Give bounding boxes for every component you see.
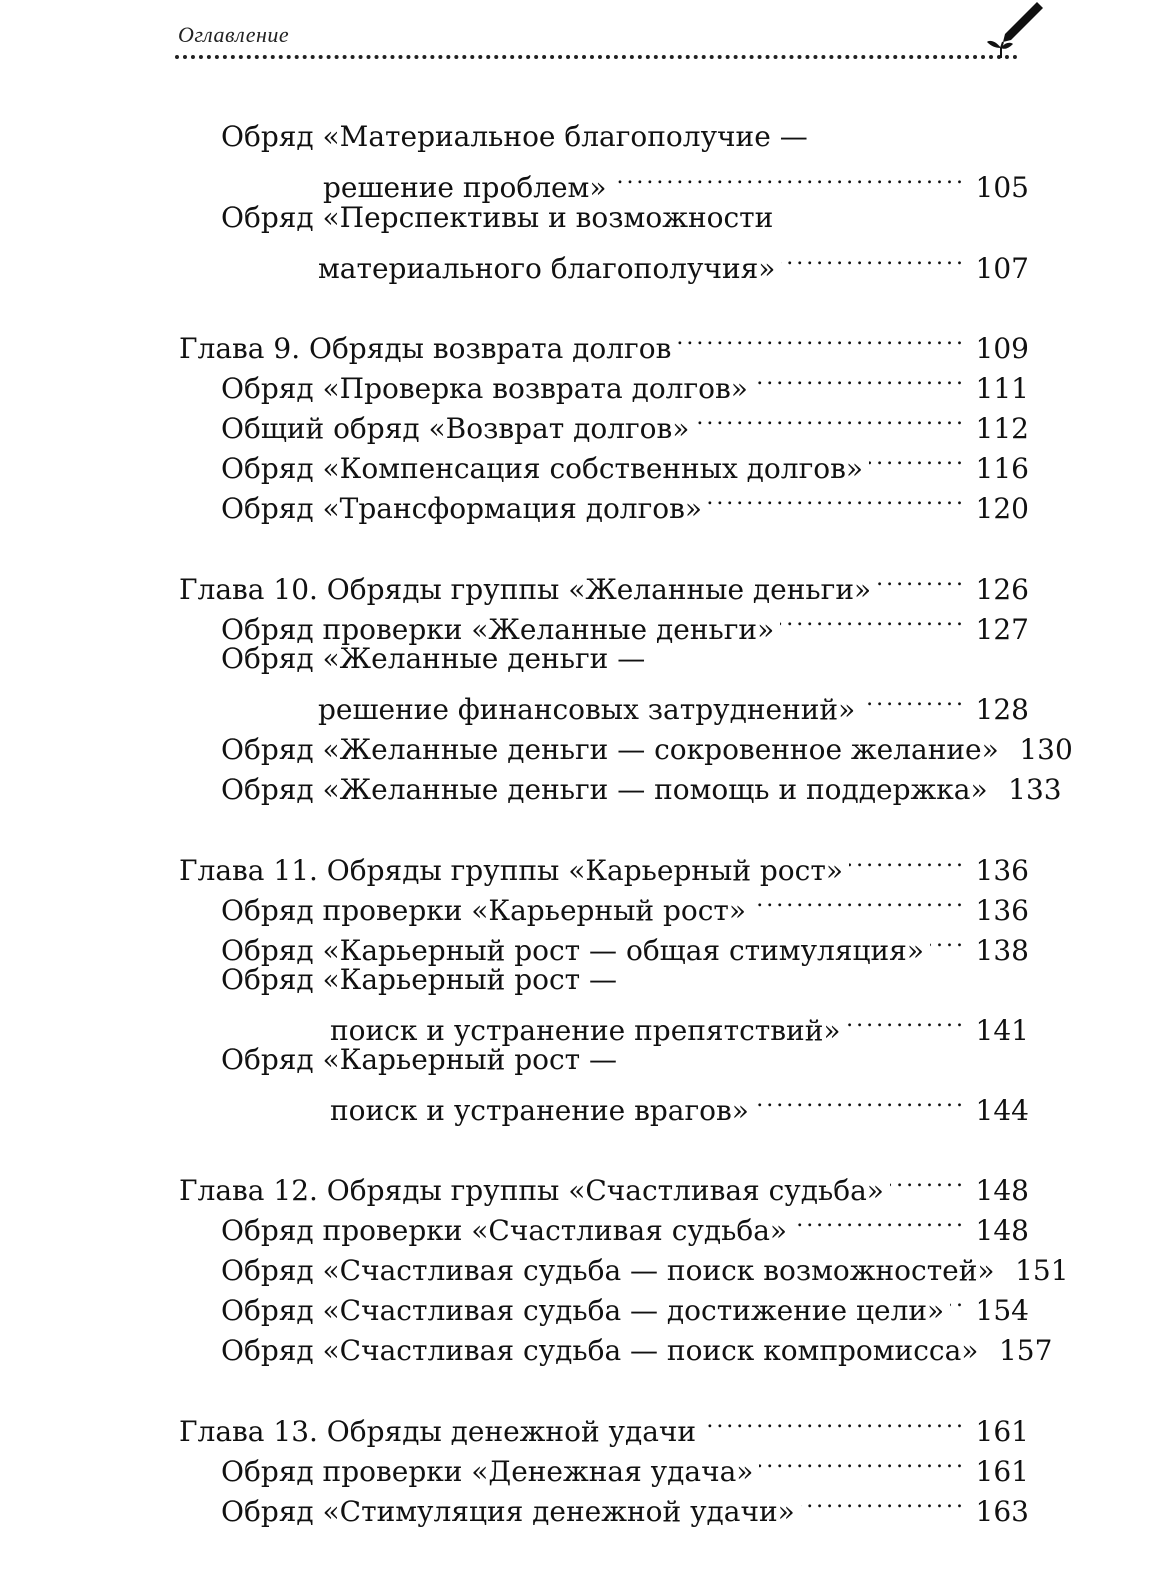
toc-entry-title: Обряд «Карьерный рост — общая стимуляция» xyxy=(221,934,924,967)
toc-page-number: 154 xyxy=(975,1294,1029,1327)
toc-entry xyxy=(221,1240,1069,1287)
toc-entry-line xyxy=(330,1080,1029,1127)
toc-chapter-title: Глава 10. Обряды группы «Желанные деньги» xyxy=(179,573,872,606)
toc-entry xyxy=(221,1320,1053,1367)
dot-leader xyxy=(930,920,961,960)
toc-entry-title: Обряд «Трансформация долгов» xyxy=(221,492,703,525)
toc-chapter xyxy=(179,1160,1029,1207)
dot-leader xyxy=(861,679,961,719)
toc-entry-title-continued: материального благополучия» xyxy=(318,252,776,285)
toc-chapter-title: Глава 11. Обряды группы «Карьерный рост» xyxy=(179,854,843,887)
toc-entry xyxy=(221,880,1029,927)
dot-leader xyxy=(754,358,961,398)
toc-page-number: 128 xyxy=(975,693,1029,726)
dot-leader xyxy=(801,1481,961,1521)
toc-entry-title: Обряд проверки «Денежная удача» xyxy=(221,1455,754,1488)
toc-page-number: 148 xyxy=(975,1174,1029,1207)
toc-entry-line xyxy=(330,1000,1029,1047)
toc-page-number: 161 xyxy=(975,1415,1029,1448)
toc-entry-title: Обряд «Стимуляция денежной удачи» xyxy=(221,1495,795,1528)
toc-page-number: 151 xyxy=(1015,1254,1069,1287)
toc-entry xyxy=(221,1481,1029,1528)
dot-leader xyxy=(759,1441,961,1481)
toc-page-number: 120 xyxy=(975,492,1029,525)
toc-entry-line xyxy=(221,117,808,157)
quill-pen-icon xyxy=(985,0,1045,60)
toc-entry xyxy=(221,759,1062,806)
toc-entry-title: Обряд «Желанные деньги — сокровенное желание» xyxy=(221,733,999,766)
toc-page-number: 136 xyxy=(975,894,1029,927)
toc-entry xyxy=(221,1200,1029,1247)
toc-entry xyxy=(221,438,1029,485)
toc-entry-line xyxy=(221,639,645,679)
toc-page-number: 148 xyxy=(975,1214,1029,1247)
dot-leader xyxy=(752,880,961,920)
toc-entry xyxy=(221,1441,1029,1488)
dot-leader xyxy=(702,1401,961,1441)
toc-chapter xyxy=(179,840,1029,887)
toc-entry xyxy=(221,478,1029,525)
toc-entry-line xyxy=(323,157,1029,204)
toc-chapter xyxy=(179,318,1029,365)
toc-page-number: 116 xyxy=(975,452,1029,485)
toc-page-number: 141 xyxy=(975,1014,1029,1047)
toc-page-number: 107 xyxy=(975,252,1029,285)
dot-leader xyxy=(877,559,961,599)
dot-leader xyxy=(781,238,961,278)
toc-entry xyxy=(221,719,1073,766)
toc-chapter-title: Глава 12. Обряды группы «Счастливая судьба» xyxy=(179,1174,884,1207)
toc-entry-line xyxy=(318,238,1029,285)
toc-chapter xyxy=(179,559,1029,606)
dot-leader xyxy=(677,318,961,358)
toc-entry-title-continued: решение проблем» xyxy=(323,171,607,204)
toc-entry-line xyxy=(221,1040,617,1080)
toc-entry-title: Обряд «Материальное благополучие — xyxy=(221,120,808,153)
toc-page-number: 144 xyxy=(975,1094,1029,1127)
toc-entry xyxy=(221,920,1029,967)
toc-page-number: 109 xyxy=(975,332,1029,365)
toc-page-number: 127 xyxy=(975,613,1029,646)
dot-leader xyxy=(708,478,961,518)
toc-entry-title: Обряд «Счастливая судьба — достижение цели» xyxy=(221,1294,945,1327)
toc-page-number: 105 xyxy=(975,171,1029,204)
toc-entry-title-continued: поиск и устранение врагов» xyxy=(330,1094,749,1127)
toc-entry-title: Обряд проверки «Карьерный рост» xyxy=(221,894,747,927)
dot-leader xyxy=(780,599,961,639)
toc-entry-title: Обряд «Карьерный рост — xyxy=(221,963,618,996)
toc-entry xyxy=(221,358,1029,405)
toc-page-number: 163 xyxy=(975,1495,1029,1528)
toc-entry-title: Обряд «Счастливая судьба — поиск возможностей» xyxy=(221,1254,995,1287)
toc-entry-title: Обряд «Перспективы и возможности xyxy=(221,201,774,234)
toc-entry xyxy=(221,1280,1029,1327)
toc-entry-line xyxy=(221,198,773,238)
toc-entry-title: Обряд проверки «Счастливая судьба» xyxy=(221,1214,788,1247)
toc-page-number: 126 xyxy=(975,573,1029,606)
toc-entry-title: Обряд «Компенсация собственных долгов» xyxy=(221,452,863,485)
dotted-header-rule xyxy=(175,55,1018,59)
dot-leader xyxy=(890,1160,961,1200)
dot-leader xyxy=(612,157,961,197)
toc-entry-title: Общий обряд «Возврат долгов» xyxy=(221,412,690,445)
toc-page-number: 157 xyxy=(998,1334,1053,1367)
toc-chapter-title: Глава 9. Обряды возврата долгов xyxy=(179,332,672,365)
toc-entry-line xyxy=(221,960,617,1000)
toc-entry-title: Обряд проверки «Желанные деньги» xyxy=(221,613,775,646)
toc-chapter-title: Глава 13. Обряды денежной удачи xyxy=(179,1415,697,1448)
dot-leader xyxy=(950,1280,961,1320)
toc-entry-title: Обряд «Желанные деньги — xyxy=(221,642,646,675)
dot-leader xyxy=(869,438,961,478)
running-head: Оглавление xyxy=(178,22,290,47)
dot-leader xyxy=(793,1200,961,1240)
toc-entry-title-continued: поиск и устранение препятствий» xyxy=(330,1014,841,1047)
toc-chapter xyxy=(179,1401,1029,1448)
toc-page-number: 138 xyxy=(975,934,1029,967)
toc-entry-title: Обряд «Карьерный рост — xyxy=(221,1043,618,1076)
toc-entry-title: Обряд «Желанные деньги — помощь и поддержка» xyxy=(221,773,988,806)
toc-entry-title-continued: решение финансовых затруднений» xyxy=(318,693,856,726)
dot-leader xyxy=(755,1080,961,1120)
dot-leader xyxy=(695,398,961,438)
toc-entry xyxy=(221,398,1029,445)
toc-entry-title: Обряд «Счастливая судьба — поиск компромисса» xyxy=(221,1334,979,1367)
toc-page-number: 112 xyxy=(975,412,1029,445)
toc-page-number: 133 xyxy=(1008,773,1062,806)
toc-entry xyxy=(221,599,1029,646)
dot-leader xyxy=(846,1000,961,1040)
toc-page-number: 136 xyxy=(975,854,1029,887)
dot-leader xyxy=(849,840,961,880)
toc-page-number: 130 xyxy=(1019,733,1073,766)
toc-page-number: 111 xyxy=(975,372,1029,405)
toc-page-number: 161 xyxy=(975,1455,1029,1488)
toc-entry-title: Обряд «Проверка возврата долгов» xyxy=(221,372,748,405)
toc-entry-line xyxy=(318,679,1029,726)
